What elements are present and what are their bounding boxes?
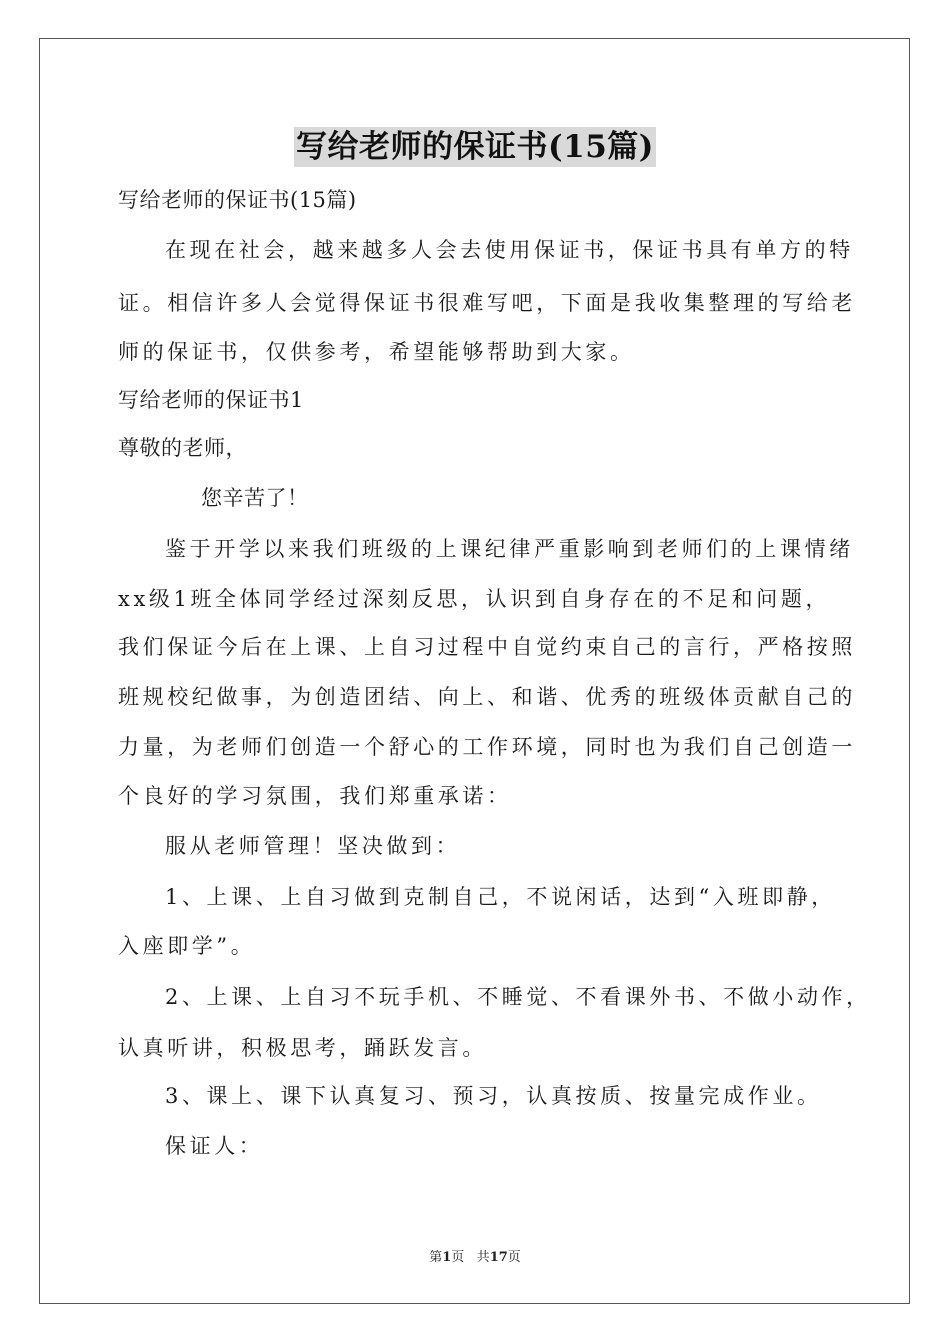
intro-line-3: 师的保证书，仅供参考，希望能够帮助到大家。 [118, 340, 635, 364]
body-line-1: 鉴于开学以来我们班级的上课纪律严重影响到老师们的上课情绪 [165, 537, 854, 561]
intro-line-2: 证。相信许多人会觉得保证书很难写吧，下面是我收集整理的写给老 [118, 291, 856, 315]
title-block [0, 127, 950, 167]
page-border [39, 38, 910, 1304]
pledge-item-2: 2、上课、上自习不玩手机、不睡觉、不看课外书、不做小动作， [165, 985, 871, 1009]
total-suffix: 页 [507, 1250, 521, 1265]
page-total: 17 [489, 1250, 508, 1265]
body-line-5: 力量，为老师们创造一个舒心的工作环境，同时也为我们自己创造一 [118, 735, 856, 759]
greeting: 您辛苦了！ [201, 486, 309, 510]
page-suffix: 页 [451, 1250, 465, 1265]
pledge-item-2-cont: 认真听讲，积极思考，踊跃发言。 [118, 1036, 487, 1060]
body-line-6: 个良好的学习氛围，我们郑重承诺： [118, 784, 512, 808]
body-line-3: 我们保证今后在上课、上自习过程中自觉约束自己的言行，严格按照 [118, 635, 856, 659]
intro-line-1: 在现在社会，越来越多人会去使用保证书，保证书具有单方的特 [165, 238, 854, 262]
pledge-intro: 服从老师管理！坚决做到： [165, 834, 461, 858]
document-title: 写给老师的保证书(15篇) [296, 129, 654, 165]
subtitle: 写给老师的保证书(15篇) [118, 188, 357, 212]
page-footer [0, 1250, 950, 1266]
page-current: 1 [442, 1250, 452, 1265]
signature-label: 保证人： [165, 1134, 264, 1158]
body-line-4: 班规校纪做事，为创造团结、向上、和谐、优秀的班级体贡献自己的 [118, 685, 856, 709]
body-line-2: xx级1班全体同学经过深刻反思，认识到自身存在的不足和问题， [118, 587, 831, 611]
pledge-item-1-cont: 入座即学”。 [118, 934, 256, 958]
pledge-item-3: 3、课上、课下认真复习、预习，认真按质、按量完成作业。 [165, 1084, 822, 1108]
section-heading: 写给老师的保证书1 [118, 388, 304, 412]
page-prefix: 第 [429, 1250, 443, 1265]
total-prefix: 共 [476, 1250, 490, 1265]
salutation: 尊敬的老师， [118, 436, 247, 460]
pledge-item-1: 1、上课、上自习做到克制自己，不说闲话，达到“入班即静， [165, 885, 836, 909]
